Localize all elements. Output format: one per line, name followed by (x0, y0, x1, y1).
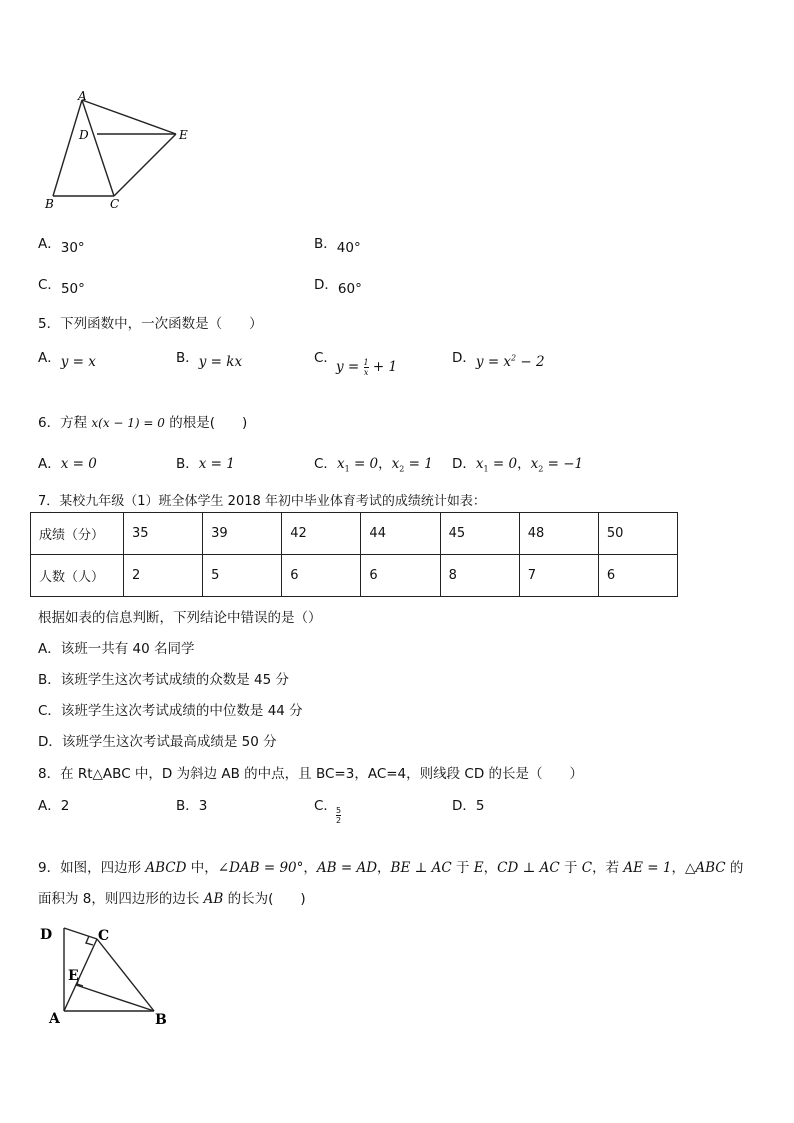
subscript: 2 (399, 464, 405, 474)
math: C (581, 860, 593, 876)
value: = 1 (404, 456, 433, 472)
q4-option-c (38, 273, 85, 297)
text: ，若 (592, 860, 624, 876)
option-value (337, 456, 378, 472)
fraction-num: 5 (336, 806, 342, 815)
text: 的 (725, 860, 744, 876)
option-label: C． (314, 350, 337, 366)
text: 面积为 8，则四边形的边长 (38, 891, 204, 907)
option-label: C． (38, 277, 61, 293)
separator: ， (517, 456, 531, 472)
exponent: 2 (511, 353, 517, 363)
q9-line2 (38, 887, 306, 907)
value: = 0 (488, 456, 518, 472)
math: BE ⊥ AC (390, 860, 452, 876)
math: ABCD (145, 860, 187, 876)
table-cell: 6 (361, 555, 440, 597)
math: ∠DAB = 90° (217, 860, 304, 876)
option-label: B． (176, 456, 199, 472)
label-e: E (68, 968, 79, 984)
option-label: B． (314, 236, 337, 252)
math: CD ⊥ AC (497, 860, 560, 876)
option-value: y = x (60, 354, 96, 370)
option-label: A． (38, 236, 61, 252)
option-value-2 (531, 456, 584, 472)
table-cell: 7 (519, 555, 598, 597)
label-c: C (98, 928, 110, 944)
option-value: 40° (336, 240, 361, 256)
label-a: A (49, 1011, 60, 1027)
option-value: x = 0 (60, 456, 97, 472)
option-value: y = kx (198, 354, 243, 370)
text: ， (377, 860, 391, 876)
text: 中， (186, 860, 218, 876)
label-d: D (40, 927, 53, 943)
table-cell: 48 (519, 513, 598, 555)
equation: x(x − 1) = 0 (91, 416, 165, 430)
math: △ABC (684, 860, 726, 876)
label-c: C (110, 197, 120, 211)
label-b: B (45, 197, 54, 211)
option-label: A． (38, 456, 61, 472)
q4-option-b (314, 232, 361, 256)
option-value (336, 358, 397, 377)
option-label: D． (452, 350, 476, 366)
option-value: 30° (60, 240, 85, 256)
text: ， (303, 860, 317, 876)
text: 的长为( ) (223, 891, 306, 907)
table-cell: 5 (203, 555, 282, 597)
option-label: A． (38, 350, 61, 366)
label-e: E (179, 128, 188, 142)
table-cell: 42 (282, 513, 361, 555)
var: x (530, 456, 539, 472)
fraction (336, 806, 341, 825)
subscript: 2 (538, 464, 544, 474)
table-cell: 45 (440, 513, 519, 555)
math: AE = 1 (623, 860, 672, 876)
option-value: 50° (60, 281, 85, 297)
stem-text: 6．方程 (38, 415, 92, 431)
option-label: C． (314, 798, 337, 814)
expr-post: − 2 (516, 354, 545, 370)
table-cell: 6 (598, 555, 677, 597)
q6-option-c (314, 452, 433, 474)
table-cell: 50 (598, 513, 677, 555)
stem-text: 的根是( ) (164, 415, 248, 431)
table-cell: 39 (203, 513, 282, 555)
q8-option-d: D．5 (452, 798, 485, 814)
subscript: 1 (483, 464, 489, 474)
q5-option-c (314, 346, 398, 377)
text: 9．如图，四边形 (38, 860, 146, 876)
q5-option-a (38, 346, 96, 370)
row-header: 人数（人） (31, 555, 124, 597)
q9-line1 (38, 856, 743, 876)
option-label: D． (314, 277, 338, 293)
q8-option-b: B．3 (176, 798, 208, 814)
q7-option-b: B．该班学生这次考试成绩的众数是 45 分 (38, 672, 290, 688)
q7-option-a: A．该班一共有 40 名同学 (38, 641, 195, 657)
row-header: 成绩（分） (31, 513, 124, 555)
label-d: D (79, 128, 89, 142)
q6-option-b (176, 452, 235, 472)
option-label: C． (314, 456, 337, 472)
table-cell: 44 (361, 513, 440, 555)
q7-option-d: D．该班学生这次考试最高成绩是 50 分 (38, 734, 277, 750)
q5-option-d (452, 346, 545, 370)
q8-option-c (314, 794, 342, 825)
q7-question: 根据如表的信息判断，下列结论中错误的是（） (38, 610, 322, 626)
table-cell: 2 (124, 555, 203, 597)
var: x (336, 456, 345, 472)
q4-option-a (38, 232, 85, 256)
table-cell: 8 (440, 555, 519, 597)
table-cell: 6 (282, 555, 361, 597)
subscript: 1 (344, 464, 350, 474)
q8-option-a: A．2 (38, 798, 70, 814)
fraction-den: 2 (336, 816, 342, 825)
q5-stem: 5．下列函数中，一次函数是（ ） (38, 316, 263, 332)
math: E (473, 860, 484, 876)
q6-stem (38, 411, 247, 431)
separator: ， (378, 456, 392, 472)
text: 于 (451, 860, 474, 876)
text: ， (671, 860, 685, 876)
option-value: 60° (337, 281, 362, 297)
q6-option-d (452, 452, 583, 474)
option-value (476, 456, 517, 472)
math: AB = AD (316, 860, 378, 876)
value: = 0 (349, 456, 379, 472)
figure-triangle-abce (40, 88, 200, 213)
var: x (391, 456, 400, 472)
option-value (476, 354, 545, 370)
score-table (30, 512, 678, 597)
fraction-num: 1 (363, 358, 369, 367)
text: ， (483, 860, 498, 876)
q4-option-d (314, 273, 362, 297)
value: = −1 (543, 456, 584, 472)
option-label: D． (452, 456, 476, 472)
expr-post: + 1 (368, 359, 398, 375)
table-cell: 35 (124, 513, 203, 555)
option-value: x = 1 (198, 456, 235, 472)
q6-option-a (38, 452, 97, 472)
label-a: A (78, 89, 87, 103)
text: 于 (559, 860, 582, 876)
expr-pre: y = (336, 359, 364, 375)
figure-quadrilateral-abcd (36, 920, 176, 1030)
option-label: B． (176, 350, 199, 366)
label-b: B (155, 1012, 167, 1028)
table-row (31, 555, 678, 597)
q5-option-b (176, 346, 243, 370)
math: AB (203, 891, 224, 907)
table-row (31, 513, 678, 555)
q7-stem: 7．某校九年级（1）班全体学生 2018 年初中毕业体育考试的成绩统计如表： (38, 494, 486, 509)
q7-option-c: C．该班学生这次考试成绩的中位数是 44 分 (38, 703, 303, 719)
option-value-2 (392, 456, 433, 472)
fraction-den: x (363, 368, 369, 377)
var: x (475, 456, 484, 472)
expr-pre: y = x (475, 354, 512, 370)
q8-stem: 8．在 Rt△ABC 中，D 为斜边 AB 的中点，且 BC=3，AC=4，则线段 CD 的长是（ ） (38, 766, 584, 782)
